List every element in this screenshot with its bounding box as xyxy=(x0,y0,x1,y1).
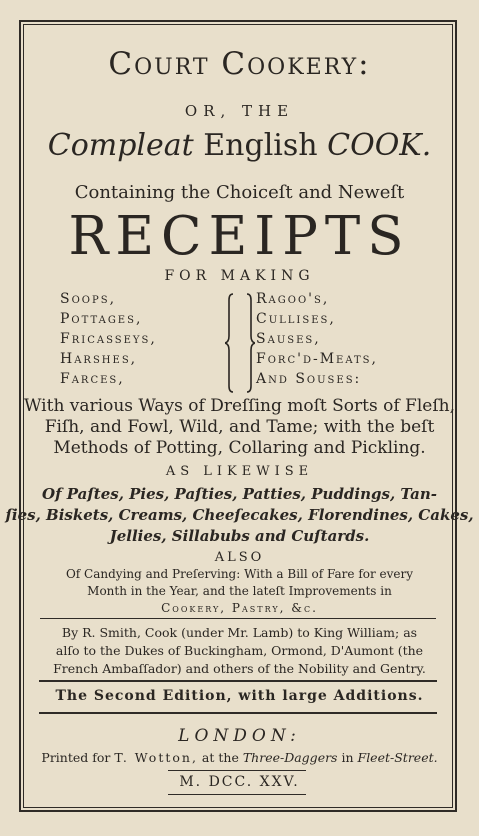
text-line: ſies, Biskets, Creams, Cheeſecakes, Florendines, Cakes, xyxy=(5,506,474,524)
list-item: Fricasseys, xyxy=(60,331,157,347)
also-heading: ALSO xyxy=(214,550,265,565)
list-item: Farces, xyxy=(60,371,125,387)
receipts-heading: RECEIPTS xyxy=(68,206,411,267)
candying-paragraph xyxy=(0,566,479,617)
text-line: French Ambaſſador) and others of the Nobility and Gentry. xyxy=(53,661,426,676)
list-item: Forc'd-Meats, xyxy=(256,351,378,367)
cook-word: COOK. xyxy=(327,128,432,163)
printed-at: at the xyxy=(201,750,239,765)
list-item: And Souses: xyxy=(256,371,362,387)
containing-line: Containing the Choiceſt and Neweſt xyxy=(74,182,405,203)
list-item: Cullises, xyxy=(256,311,336,327)
description-paragraph xyxy=(0,396,479,459)
list-item: Soops, xyxy=(60,291,117,307)
printed-for: Printed for xyxy=(41,750,111,765)
text-line: Fiſh, and Fowl, Wild, and Tame; with the beſt xyxy=(44,417,435,437)
brace-divider-icon xyxy=(225,292,255,394)
english-word: English xyxy=(203,128,318,163)
printed-in: in xyxy=(341,750,354,765)
list-item: Pottages, xyxy=(60,311,143,327)
subtitle-or-the: OR, THE xyxy=(184,102,295,120)
list-item: Ragoo's, xyxy=(256,291,330,307)
list-item: Harshes, xyxy=(60,351,138,367)
text-line: By R. Smith, Cook (under Mr. Lamb) to King William; as xyxy=(61,625,418,640)
for-making-line: FOR MAKING xyxy=(164,268,315,284)
place-of-publication: LONDON: xyxy=(178,726,301,746)
text-line: Cookery, Pastry, &c. xyxy=(161,601,318,615)
subtitle-compleat-english-cook xyxy=(0,128,479,163)
shop-sign: Three-Daggers xyxy=(242,750,338,765)
imprint-line xyxy=(0,750,479,765)
edition-line: The Second Edition, with large Additions. xyxy=(55,688,424,704)
text-line: With various Ways of Dreſſing moſt Sorts of Fleſh, xyxy=(24,396,455,416)
text-line: Jellies, Sillabubs and Cuſtards. xyxy=(109,527,370,545)
pastry-paragraph xyxy=(0,484,479,547)
text-line: Of Paſtes, Pies, Paſties, Patties, Puddings, Tan- xyxy=(42,485,437,503)
date-rule-top xyxy=(168,770,306,771)
printer-name: T. Wotton, xyxy=(114,750,198,765)
text-line: Month in the Year, and the lateſt Improvements in xyxy=(87,584,392,598)
as-likewise-heading: AS LIKEWISE xyxy=(165,464,314,479)
right-item-list xyxy=(256,289,378,389)
left-item-list xyxy=(60,289,157,389)
list-item: Sauses, xyxy=(256,331,321,347)
date-rule-bottom xyxy=(168,794,306,795)
compleat-word: Compleat xyxy=(47,128,194,163)
publication-date: M. DCC. XXV. xyxy=(179,774,300,790)
text-line: alſo to the Dukes of Buckingham, Ormond, D'Aumont (the xyxy=(55,643,424,658)
text-line: Methods of Potting, Collaring and Pickling. xyxy=(53,438,426,458)
main-title: Court Cookery: xyxy=(108,46,371,82)
divider-line xyxy=(40,618,436,619)
author-paragraph xyxy=(0,624,479,678)
text-line: Of Candying and Preſerving: With a Bill of Fare for every xyxy=(65,567,414,581)
street-name: Fleet-Street. xyxy=(357,750,438,765)
